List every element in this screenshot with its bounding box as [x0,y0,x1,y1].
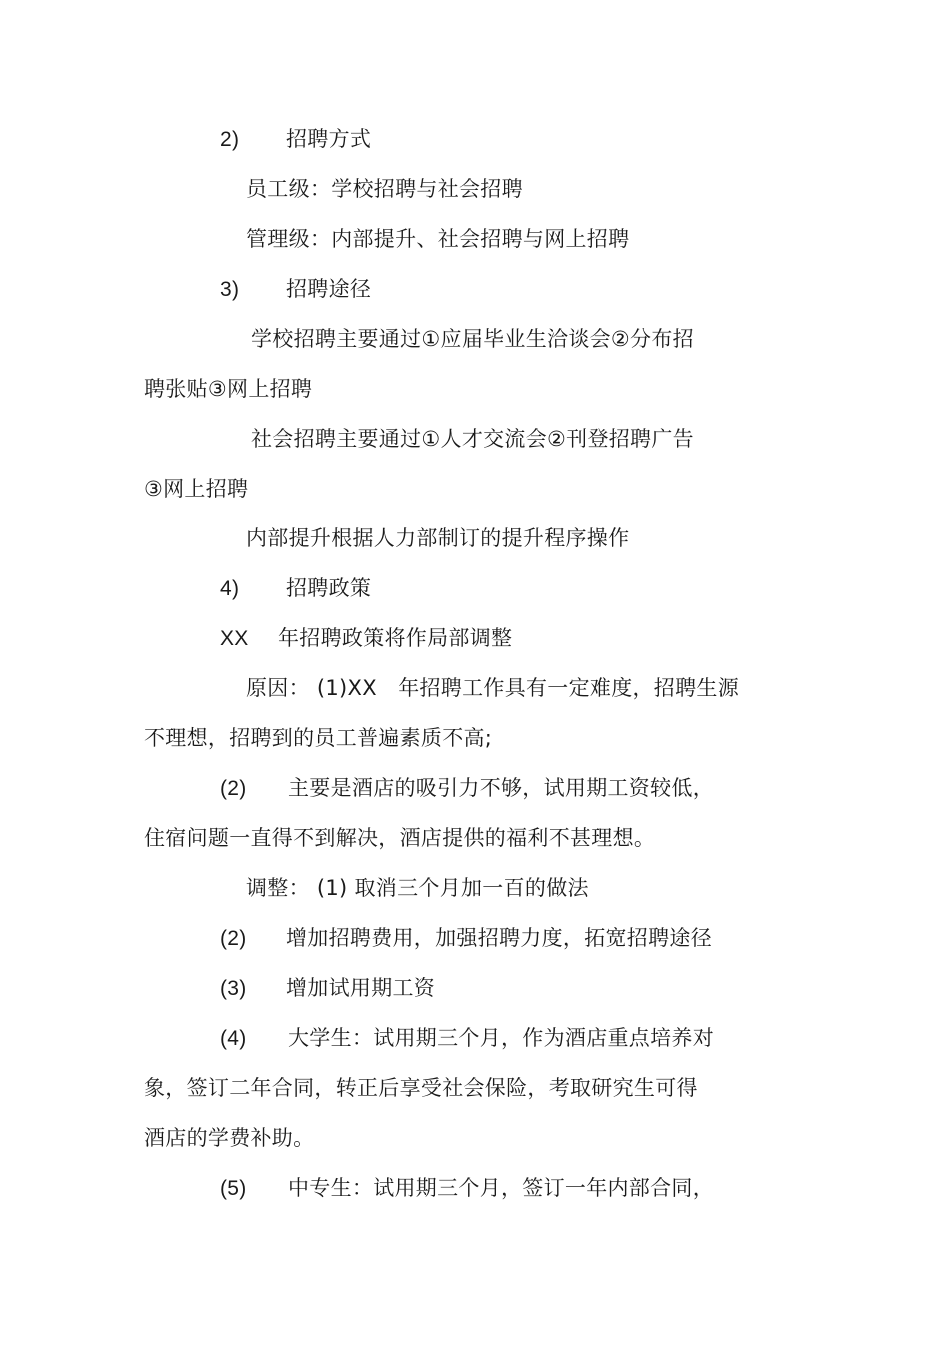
list-number: (2) [220,927,247,950]
line-text: 调整： (1) 取消三个月加一百的做法 [246,876,589,900]
paragraph-line [220,1173,714,1204]
line-text: 中专生：试用期三个月，签订一年内部合同， [288,1176,714,1200]
list-number: (2) [220,777,247,800]
list-number: (4) [220,1027,247,1050]
line-text: 招聘方式 [286,127,372,151]
paragraph-line [246,873,589,903]
paragraph-line [220,973,435,1004]
heading-recruitment-method [220,124,371,155]
paragraph-line [251,424,694,454]
paragraph-line [144,723,492,753]
list-number: (3) [220,977,247,1000]
line-text: 原因： (1)XX 年招聘工作具有一定难度，招聘生源 [246,676,739,700]
paragraph-line [144,823,655,853]
paragraph-line [220,923,712,954]
paragraph-line [220,1023,714,1054]
line-text: 主要是酒店的吸引力不够，试用期工资较低， [288,776,714,800]
line-text: 年招聘政策将作局部调整 [278,626,513,650]
line-text: 增加招聘费用，加强招聘力度，拓宽招聘途径 [286,926,712,950]
paragraph-line [144,1073,698,1103]
heading-recruitment-policy [220,573,371,604]
line-text: 员工级：学校招聘与社会招聘 [246,177,523,201]
line-text: 象，签订二年合同，转正后享受社会保险，考取研究生可得 [144,1076,698,1100]
paragraph-line [220,623,512,654]
paragraph-line [251,324,694,354]
paragraph-line [144,1123,314,1153]
line-text: 社会招聘主要通过①人才交流会②刊登招聘广告 [251,427,694,451]
line-text: 大学生：试用期三个月，作为酒店重点培养对 [288,1026,714,1050]
list-number: (5) [220,1177,247,1200]
line-text: 聘张贴③网上招聘 [144,377,313,401]
paragraph-line [246,224,629,254]
paragraph-line [220,773,714,804]
heading-recruitment-channels [220,274,371,305]
line-text: 招聘政策 [286,576,372,600]
list-number: 4) [220,577,240,600]
line-text: 招聘途径 [286,277,372,301]
line-text: 学校招聘主要通过①应届毕业生洽谈会②分布招 [251,327,694,351]
line-text: 管理级：内部提升、社会招聘与网上招聘 [246,227,630,251]
line-text: 增加试用期工资 [286,976,436,1000]
paragraph-line [246,523,629,553]
paragraph-line [144,374,312,404]
paragraph-line [246,673,739,703]
line-text: 内部提升根据人力部制订的提升程序操作 [246,526,630,550]
list-number: 3) [220,278,240,301]
year-placeholder: XX [220,627,249,650]
line-text: ③网上招聘 [144,477,249,501]
list-number: 2) [220,128,240,151]
paragraph-line [246,174,523,204]
paragraph-line [144,474,248,504]
line-text: 酒店的学费补助。 [144,1126,315,1150]
line-text: 住宿问题一直得不到解决，酒店提供的福利不甚理想。 [144,826,656,850]
line-text: 不理想，招聘到的员工普遍素质不高; [144,726,493,750]
